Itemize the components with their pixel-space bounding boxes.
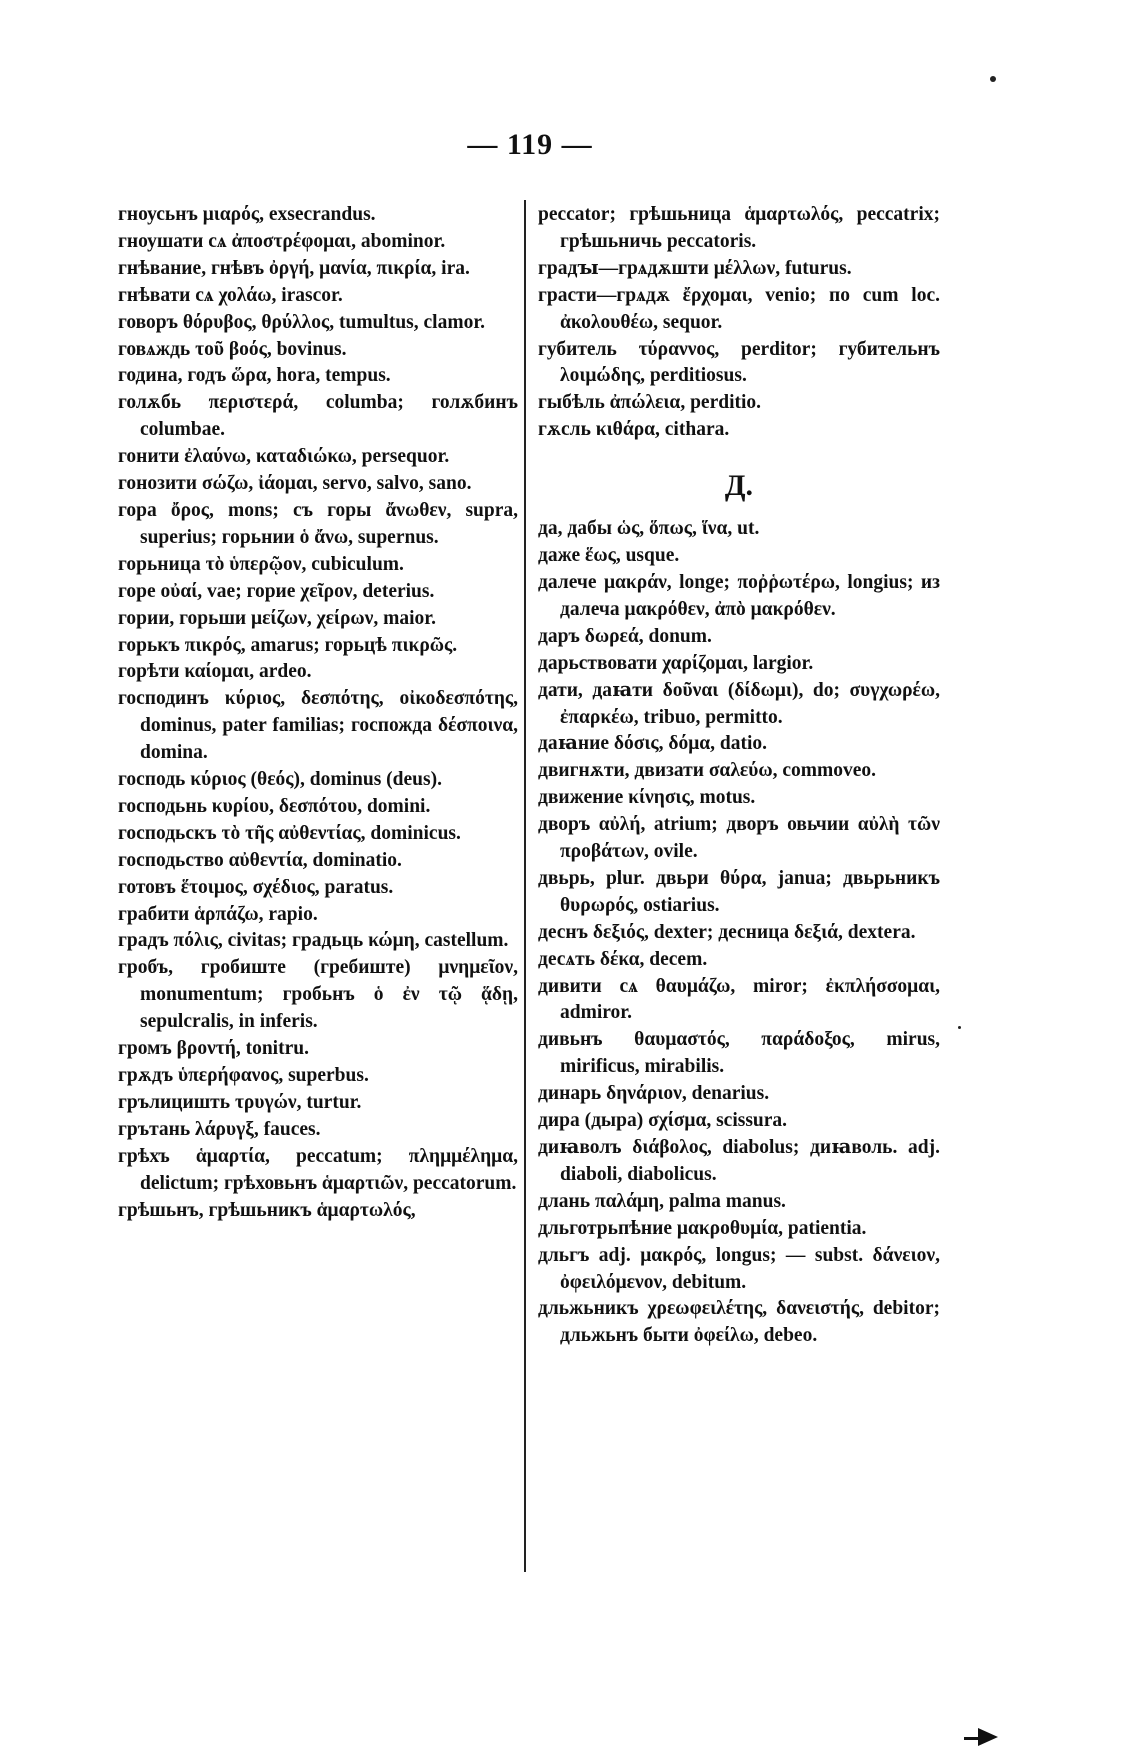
left-column xyxy=(118,202,518,1224)
dictionary-entry: градъ πόλις, civitas; градьць κώμη, castellum. xyxy=(118,930,509,952)
dictionary-entry: да, дабы ὡς, ὅπως, ἵνα, ut. xyxy=(538,518,760,540)
dictionary-entry: гории, горьши μείζων, χείρων, maior. xyxy=(118,607,437,629)
dictionary-entry: гноусьнъ μιαρός, exsecrandus. xyxy=(118,204,376,225)
dictionary-entry: гонозити σώζω, ἰάομαι, servo, salvo, sano. xyxy=(118,473,472,495)
dictionary-entry: година, годъ ὥρα, hora, tempus. xyxy=(118,365,391,387)
dictionary-entry: грѣхъ ἁμαρτία, peccatum; πλημμέλημα, delictum; грѣховьнъ ἁμαρτιῶν, peccatorum. xyxy=(118,1145,518,1194)
dictionary-entry: динарь δηνάριον, denarius. xyxy=(538,1083,770,1105)
dictionary-entry: дивьнъ θαυμαστός, παράδοξος, mirus, mirificus, mirabilis. xyxy=(538,1029,940,1078)
dictionary-entry: господьскъ τὸ τῆς αὐθεντίας, dominicus. xyxy=(118,822,461,844)
ink-speck xyxy=(990,76,996,82)
dictionary-entry: двигнѫти, двизати σαλεύω, commoveo. xyxy=(538,760,877,782)
dictionary-entry: диꙗволъ διάβολος, diabolus; диꙗволь. adj. diaboli, diabolicus. xyxy=(538,1137,940,1185)
dictionary-entry: peccator; грѣшьница ἁμαρτωλός, peccatrix; грѣшьничь peccatoris. xyxy=(538,204,940,252)
dictionary-entry: гнѣвание, гнѣвъ ὀργή, μανία, πικρία, ira. xyxy=(118,257,470,279)
dictionary-entry: горьница τὸ ὑπερῷον, cubiculum. xyxy=(118,553,404,575)
right-column xyxy=(538,202,940,1350)
dictionary-entry: дльгъ adj. μακρός, longus; — subst. δάνειον, ὀφειλόμενον, debitum. xyxy=(538,1244,940,1293)
dictionary-entry: грабити ἁρπάζω, rapio. xyxy=(118,903,318,925)
dictionary-entry: гѫсль κιθάρα, cithara. xyxy=(538,419,730,441)
dictionary-entry: гыбѣль ἀπώλεια, perditio. xyxy=(538,392,762,414)
dictionary-entry: дворъ αὐλή, atrium; дворъ овьчии αὐλὴ τῶν προβάτων, ovile. xyxy=(538,814,940,863)
dictionary-entry: дира (дыра) σχίσμα, scissura. xyxy=(538,1110,788,1132)
page-turn-arrow-icon xyxy=(978,1728,998,1746)
dictionary-entry: грѣшьнъ, грѣшьникъ ἁμαρτωλός, xyxy=(118,1199,416,1221)
dictionary-entry: грълицишть τρυγών, turtur. xyxy=(118,1091,362,1113)
dictionary-entry: горѣти καίομαι, ardeo. xyxy=(118,661,312,683)
dictionary-entry: господьнь κυρίου, δεσπότου, domini. xyxy=(118,795,431,817)
dictionary-entry: градꙑ—грѧдѫшти μέλλων, futurus. xyxy=(538,257,852,279)
dictionary-entry: даꙗние δόσις, δόμα, datio. xyxy=(538,733,768,755)
dictionary-entry: губитель τύραννος, perditor; губительнъ λοιμώδης, perditiosus. xyxy=(538,338,940,387)
dictionary-entry: господь κύριος (θεός), dominus (deus). xyxy=(118,769,442,791)
dictionary-entry: гнѣвати сѧ χολάω, irascor. xyxy=(118,284,343,306)
section-letter: Д. xyxy=(724,469,754,503)
right-column-bottom-entries xyxy=(538,516,940,1350)
column-divider xyxy=(524,200,526,1572)
dictionary-entry: гноушати сѧ ἀποστρέφομαι, abominor. xyxy=(118,230,446,252)
dictionary-entry: грътань λάρυγξ, fauces. xyxy=(118,1118,321,1140)
dictionary-entry: горькъ πικρός, amarus; горьцѣ πικρῶς. xyxy=(118,634,458,656)
dictionary-entry: говѧждь τοῦ βοός, bovinus. xyxy=(118,338,347,360)
dictionary-entry: голѫбь περιστερά, columba; голѫбинъ columbae. xyxy=(118,392,518,441)
dictionary-entry: господьство αὐθεντία, dominatio. xyxy=(118,849,402,871)
dictionary-entry: готовъ ἕτοιμος, σχέδιος, paratus. xyxy=(118,876,394,898)
dictionary-entry: грѫдъ ὑπερήφανος, superbus. xyxy=(118,1065,369,1086)
dictionary-entry: дати, даꙗти δοῦναι (δίδωμι), do; συγχωρέω, ἐπαρκέω, tribuo, permitto. xyxy=(538,679,940,728)
right-column-top-entries xyxy=(538,202,940,444)
dictionary-entry: движение κίνησις, motus. xyxy=(538,787,756,809)
dictionary-entry: грасти—грѧдѫ ἔρχομαι, venio; по cum loc. ἀκολουθέω, sequor. xyxy=(538,284,940,333)
dictionary-entry: двьрь, plur. двьри θύρα, janua; двьрьникъ θυρωρός, ostiarius. xyxy=(538,867,940,916)
dictionary-entry: дарьствовати χαρίζομαι, largior. xyxy=(538,652,814,674)
dictionary-entry: даже ἕως, usque. xyxy=(538,545,680,567)
dictionary-entry: дивити сѧ θαυμάζω, miror; ἐκπλήσσομαι, admiror. xyxy=(538,975,940,1024)
dictionary-entry: громъ βροντή, tonitru. xyxy=(118,1038,309,1060)
ink-speck xyxy=(958,1026,961,1029)
dictionary-entry: даръ δωρεά, donum. xyxy=(538,625,712,647)
dictionary-entry: деснъ δεξιός, dexter; десница δεξιά, dextera. xyxy=(538,921,916,943)
dictionary-entry: длань παλάμη, palma manus. xyxy=(538,1190,786,1212)
dictionary-entry: гора ὄρος, mons; съ горы ἄνωθεν, supra, superius; горьнии ὁ ἄνω, supernus. xyxy=(118,499,518,548)
dictionary-entry: гонити ἐλαύνω, καταδιώκω, persequor. xyxy=(118,446,450,468)
dictionary-entry: говоръ θόρυβος, θρύλλος, tumultus, clamor. xyxy=(118,311,486,333)
dictionary-entry: горе οὐαί, vae; горие χεῖρον, deterius. xyxy=(118,580,435,602)
dictionary-entry: далече μακράν, longe; ποῤῥωτέρω, longius; из далеча μακρόθεν, ἀπὸ μακρόθεν. xyxy=(538,571,940,620)
dictionary-entry: дльготрьпѣние μακροθυμία, patientia. xyxy=(538,1217,867,1239)
dictionary-entry: десѧть δέκα, decem. xyxy=(538,948,708,970)
dictionary-entry: гробъ, гробиште (гребиште) μνημεῖον, monumentum; гробьнъ ὁ ἐν τῷ ᾅδῃ, sepulcralis, in inferis. xyxy=(118,957,518,1033)
page-number: — 119 — xyxy=(467,128,593,161)
dictionary-entry: господинъ κύριος, δεσπότης, οἰκοδεσπότης, dominus, pater familias; госпожда δέσποινα, domina. xyxy=(118,688,518,764)
dictionary-entry: дльжьникъ χρεωφειλέτης, δανειστής, debitor; дльжьнъ быти ὀφείλω, debeo. xyxy=(538,1298,940,1347)
